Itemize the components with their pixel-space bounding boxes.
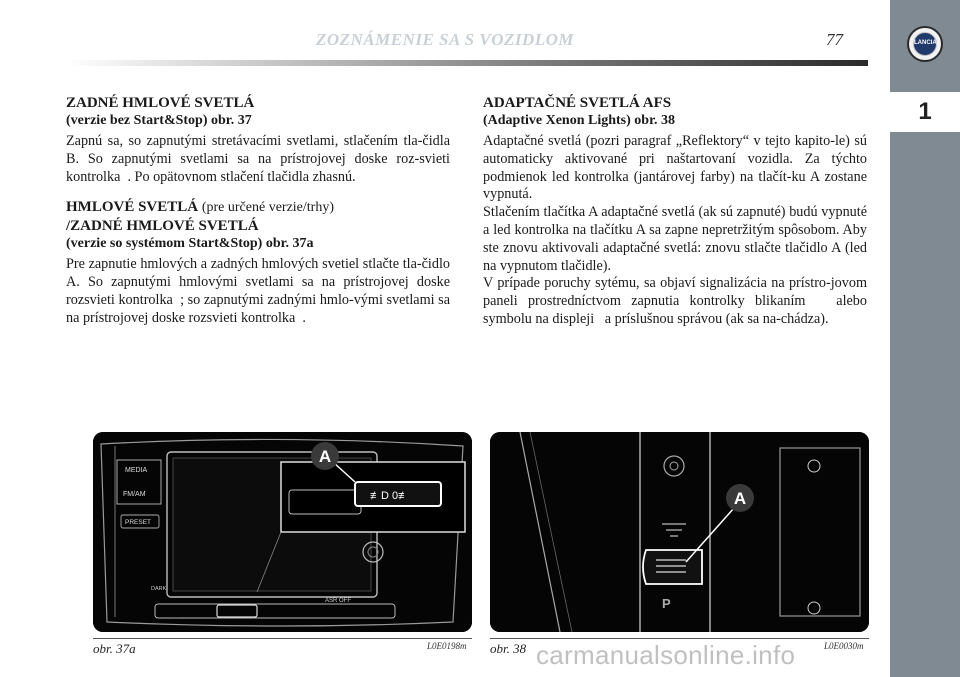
section-fog-title-text: HMLOVÉ SVETLÁ	[66, 199, 199, 216]
fog-button-glyphs: ≢D 0≢	[370, 490, 410, 502]
chapter-tab: 1	[890, 92, 960, 132]
section-rear-fog-title: ZADNÉ HMLOVÉ SVETLÁ	[66, 95, 255, 111]
code-37a: L0E0198m	[427, 641, 467, 651]
watermark: carmanualsonline.info	[536, 640, 796, 670]
section-fog-title	[66, 198, 450, 217]
callout-a-37a: A	[318, 447, 332, 466]
callout-a-38: A	[733, 489, 747, 508]
running-header-title: ZOZNÁMENIE SA S VOZIDLOM	[315, 30, 575, 49]
figure-37a-illustration	[93, 432, 472, 632]
section-fog-subtitle: (verzie so systémom Start&Stop) obr. 37a	[66, 236, 314, 252]
section-afs-p1: Adaptačné svetlá (pozri paragraf „Reflektory“ v tejto kapito-le) sú automaticky aktivované pri naštartovaní vozidla. Za týchto podmienok led kontrolka (jantárovej farby) na tlačít-ku A zostane vypnutá.	[483, 133, 867, 203]
figure-38-illustration	[490, 432, 869, 632]
code-38: L0E0030m	[824, 641, 864, 651]
lancia-logo	[907, 26, 943, 62]
caption-rule-38	[490, 638, 869, 639]
figure-37a	[93, 432, 472, 632]
section-rear-fog-subtitle: (verzie bez Start&Stop) obr. 37	[66, 113, 252, 128]
section-fog-body: Pre zapnutie hmlových a zadných hmlových svetiel stlačte tla-čidlo A. So zapnutými hmlovými svetlami sa na prístrojovej doske rozsvieti kontrolka ; so zapnutými zadnými hmlo-vými svetlami sa na prístrojovej doske rozsvieti kontrolka .	[66, 256, 450, 326]
right-column	[483, 94, 867, 329]
logo-text: LANCIA	[914, 40, 937, 46]
caption-38: obr. 38	[490, 641, 527, 656]
caption-rule-37a	[93, 638, 472, 639]
section-afs-subtitle: (Adaptive Xenon Lights) obr. 38	[483, 113, 676, 128]
asr-label: ASR OFF	[325, 598, 352, 604]
fmam-label: FM/AM	[123, 491, 146, 498]
figure-38	[490, 432, 869, 632]
header-rule	[66, 60, 868, 66]
media-label: MEDIA	[125, 467, 148, 474]
logo-shield	[913, 32, 937, 56]
left-column	[66, 94, 450, 328]
section-afs-p3: V prípade poruchy sytému, sa objaví signalizácia na prístro-jovom paneli prostredníctvom zapnutia kontrolky blikaním alebo symbolu na displeji a príslušnou správou (ak sa na-chádza).	[483, 275, 867, 327]
section-rear-fog-body: Zapnú sa, so zapnutými stretávacími svetlami, stlačením tla-čidla B. So zapnutými svetlami sa na prístrojovej doske roz-svieti kontrolka . Po opätovnom stlačení tlačidla zhasnú.	[66, 133, 450, 185]
section-fog-note: (pre určené verzie/trhy)	[201, 200, 334, 216]
section-afs-p2: Stlačením tlačítka A adaptačné svetlá (ak sú zapnuté) budú vypnuté a led kontrolka na tlačítku A sa zapne nepretržitým spôsobom. Aby ste znovu aktivovali adaptačné svetlá: znovu stlačte tlačidlo A (led na vypnutom tlačidle).	[483, 204, 867, 274]
preset-label: PRESET	[125, 519, 152, 526]
caption-37a: obr. 37a	[93, 641, 136, 656]
dark-label: DARK	[151, 586, 167, 592]
section-fog-title2: /ZADNÉ HMLOVÉ SVETLÁ	[66, 218, 259, 235]
section-afs-title: ADAPTAČNÉ SVETLÁ AFS	[483, 95, 672, 111]
park-assist-glyph: P	[662, 596, 671, 611]
page-number: 77	[826, 30, 843, 49]
